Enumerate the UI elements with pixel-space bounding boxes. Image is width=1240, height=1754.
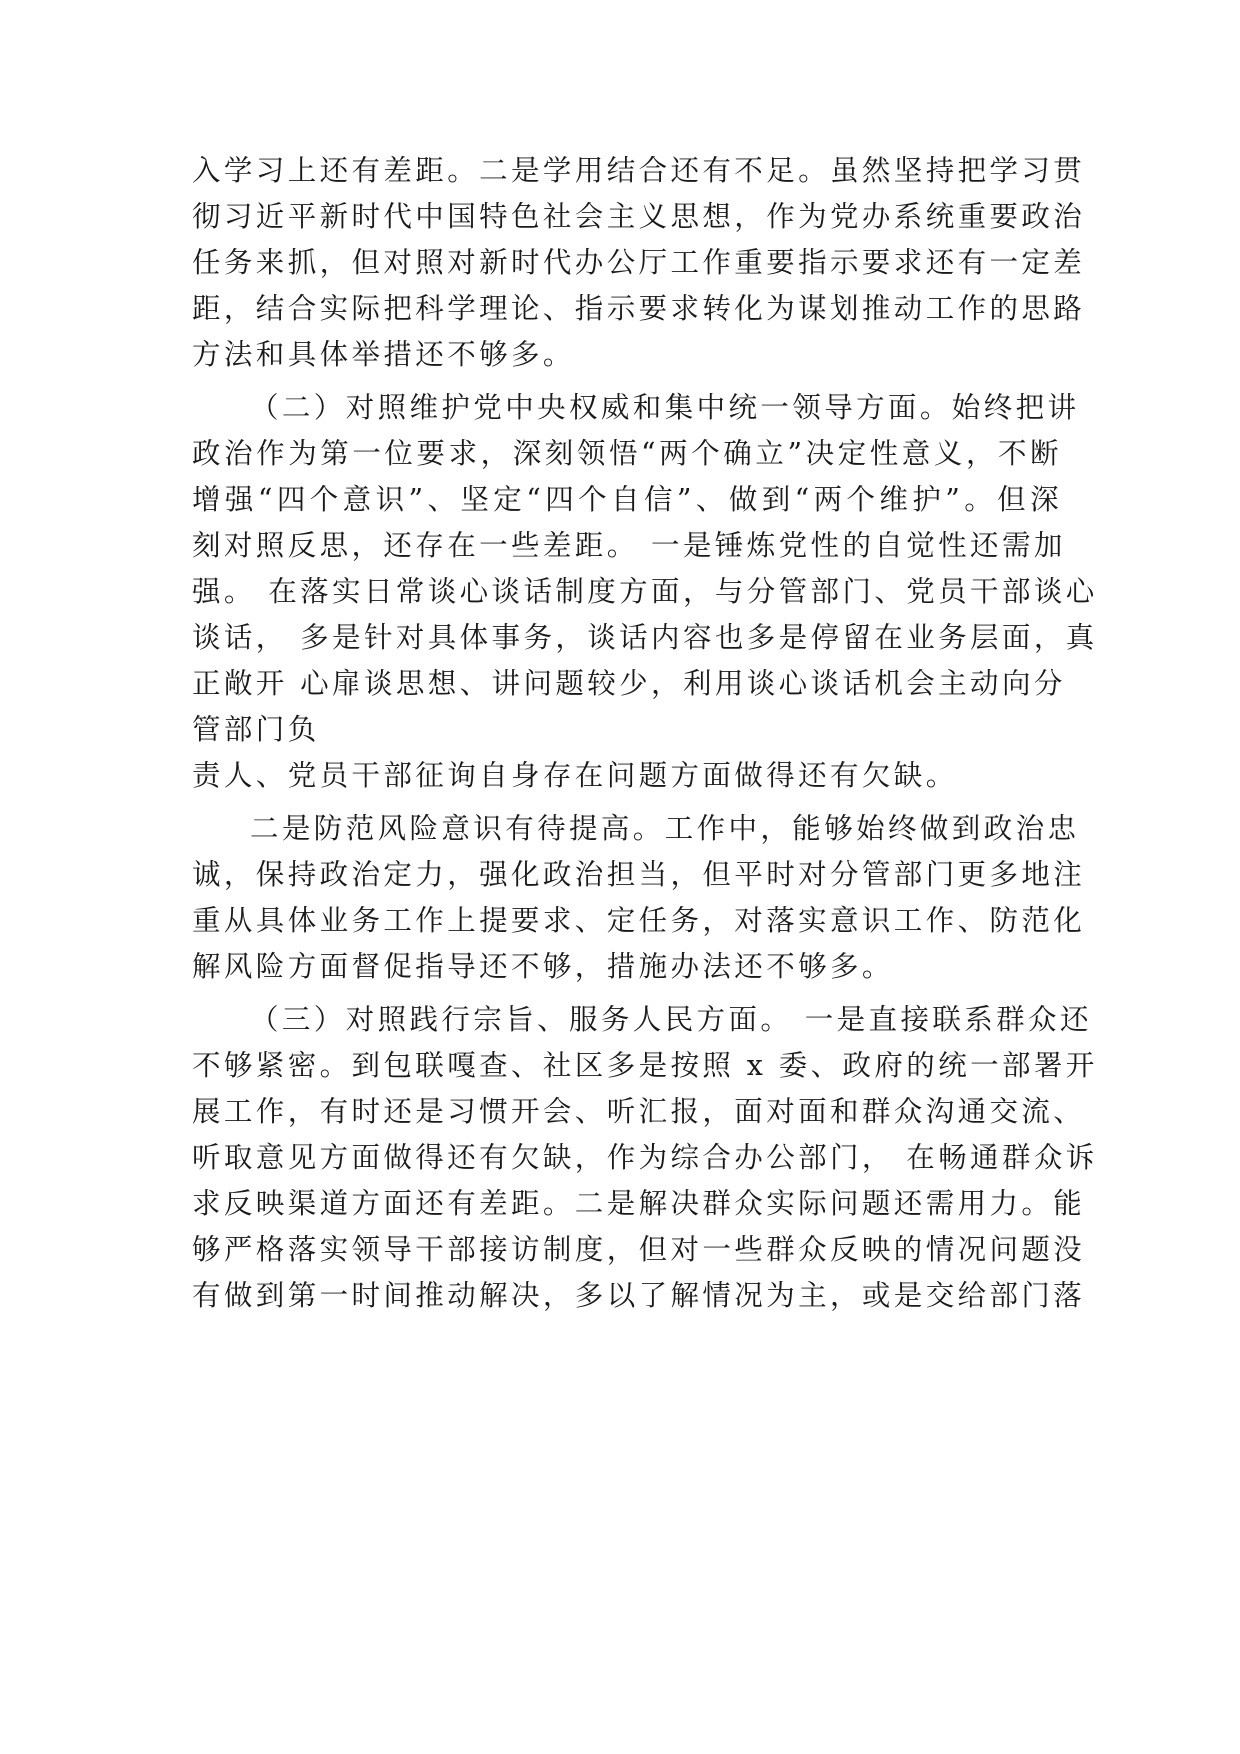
- text-line: 距，结合实际把科学理论、指示要求转化为谋划推动工作的思路: [192, 292, 1086, 325]
- text-line: 正敞开 心扉谈思想、讲问题较少，利用谈心谈话机会主动向分: [192, 667, 1066, 700]
- text-line: 入学习上还有差距。二是学用结合还有不足。虽然坚持把学习贯: [192, 154, 1086, 187]
- text-line: 诚，保持政治定力，强化政治担当，但平时对分管部门更多地注: [192, 858, 1086, 891]
- text-line: 重从具体业务工作上提要求、定任务，对落实意识工作、防范化: [192, 904, 1086, 937]
- text-line: 强。 在落实日常谈心谈话制度方面，与分管部门、党员干部谈心: [192, 575, 1098, 608]
- text-line: 增强“四个意识”、坚定“四个自信”、做到“两个维护”。但深: [192, 483, 1062, 516]
- text-line: 责人、党员干部征询自身存在问题方面做得还有欠缺。: [192, 759, 958, 792]
- section-heading-line: （三）对照践行宗旨、服务人民方面。 一是直接联系群众还: [250, 1003, 1092, 1036]
- paragraph-first-line: 二是防范风险意识有待提高。工作中，能够始终做到政治忠: [250, 812, 1080, 845]
- text-line: 求反映渠道方面还有差距。二是解决群众实际问题还需用力。能: [192, 1187, 1086, 1220]
- text-line: 解风险方面督促指导还不够，措施办法还不够多。: [192, 950, 894, 983]
- text-line: 听取意见方面做得还有欠缺，作为综合办公部门， 在畅通群众诉: [192, 1141, 1098, 1174]
- text-line: 有做到第一时间推动解决，多以了解情况为主，或是交给部门落: [192, 1279, 1086, 1312]
- section-heading-line: （二）对照维护党中央权威和集中统一领导方面。始终把讲: [250, 391, 1080, 424]
- text-line: 够严格落实领导干部接访制度，但对一些群众反映的情况问题没: [192, 1233, 1086, 1266]
- text-line: 不够紧密。到包联嘎查、社区多是按照 x 委、政府的统一部署开: [192, 1049, 1098, 1082]
- text-line: 谈话， 多是针对具体事务，谈话内容也多是停留在业务层面，真: [192, 621, 1098, 654]
- text-line: 彻习近平新时代中国特色社会主义思想，作为党办系统重要政治: [192, 200, 1086, 233]
- text-line: 展工作，有时还是习惯开会、听汇报，面对面和群众沟通交流、: [192, 1095, 1086, 1128]
- text-line: 管部门负: [192, 713, 320, 746]
- text-line: 政治作为第一位要求，深刻领悟“两个确立”决定性意义，不断: [192, 437, 1062, 470]
- text-line: 任务来抓，但对照对新时代办公厅工作重要指示要求还有一定差: [192, 246, 1086, 279]
- text-line: 刻对照反思，还存在一些差距。 一是锤炼党性的自觉性还需加: [192, 529, 1066, 562]
- text-line: 方法和具体举措还不够多。: [192, 338, 575, 371]
